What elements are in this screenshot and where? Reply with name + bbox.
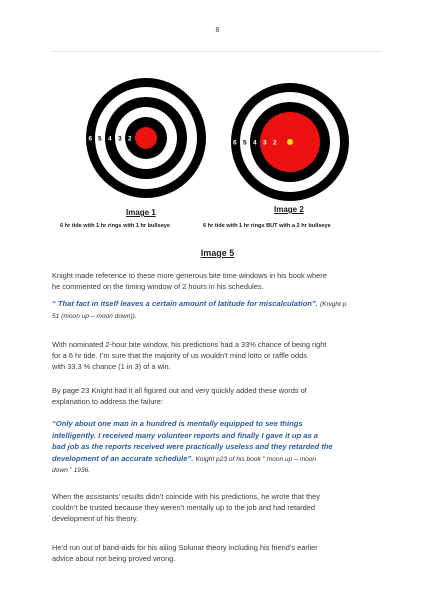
section-heading: Image 5 <box>200 248 235 258</box>
paragraph-2: With nominated 2-hour bite window, his predictions had a 33% chance of being right for a 6 hr tide. I’m sure that the majority of us wouldn’t mind lotto or raffle odds with 33.3 % chance (1 in 3) of a win. <box>52 340 327 371</box>
ring-label-6: 6 <box>88 135 93 143</box>
ring-label-6: 6 <box>233 139 237 147</box>
caption-title-image-1: Image 1 <box>126 208 156 217</box>
quote-2: “Only about one man in a hundred is mentally equipped to see things intelligently. I received many volunteer reports and finally I gave it up as a bad job as the reports received were practically useless and they retarded the development of an accurate schedule”. Knight p23 of his book “ moon up – moon down ” 1936. <box>52 419 333 475</box>
bullseye <box>135 127 157 149</box>
ring-label-4: 4 <box>108 135 112 143</box>
quote-1: “ That fact in itself leaves a certain amount of latitude for miscalculation”. (Knight p 51 (moon up – moon down)). <box>52 299 347 320</box>
ring-label-5: 5 <box>243 139 247 147</box>
ring-label-4: 4 <box>253 139 257 147</box>
target-image-1 <box>86 78 206 198</box>
caption-image-2: 6 hr tide with 1 hr rings BUT with a 2 hr bullseye <box>203 223 331 229</box>
paragraph-1: Knight made reference to these more generous bite time windows in his book where he commented on the timing window of 2 hours in his schedules. <box>52 271 327 291</box>
ring-label-3: 3 <box>263 139 267 147</box>
ring-label-5: 5 <box>98 135 102 143</box>
paragraph-5: He’d run out of band-aids for his ailing Solunar theory including his friend’s earlier advice about not being proved wrong. <box>52 543 318 563</box>
caption-title-image-2: Image 2 <box>274 205 304 214</box>
ring-label-2: 2 <box>273 139 277 147</box>
ring-label-3: 3 <box>118 135 122 143</box>
ring-label-2: 2 <box>128 135 132 143</box>
paragraph-3: By page 23 Knight had it all figured out and very quickly added these words of explanation to address the failure: <box>52 386 307 406</box>
header-divider <box>52 51 382 52</box>
paragraph-4: When the assistants’ results didn’t coincide with his predictions, he wrote that they couldn’t be trusted because they weren’t mentally up to the job and had retarded development of his theory. <box>52 492 320 523</box>
target-image-2 <box>231 83 349 201</box>
page-number: 8 <box>215 27 220 34</box>
center-dot <box>287 139 293 145</box>
caption-image-1: 6 hr tide with 1 hr rings with 1 hr bullseye <box>60 223 171 229</box>
